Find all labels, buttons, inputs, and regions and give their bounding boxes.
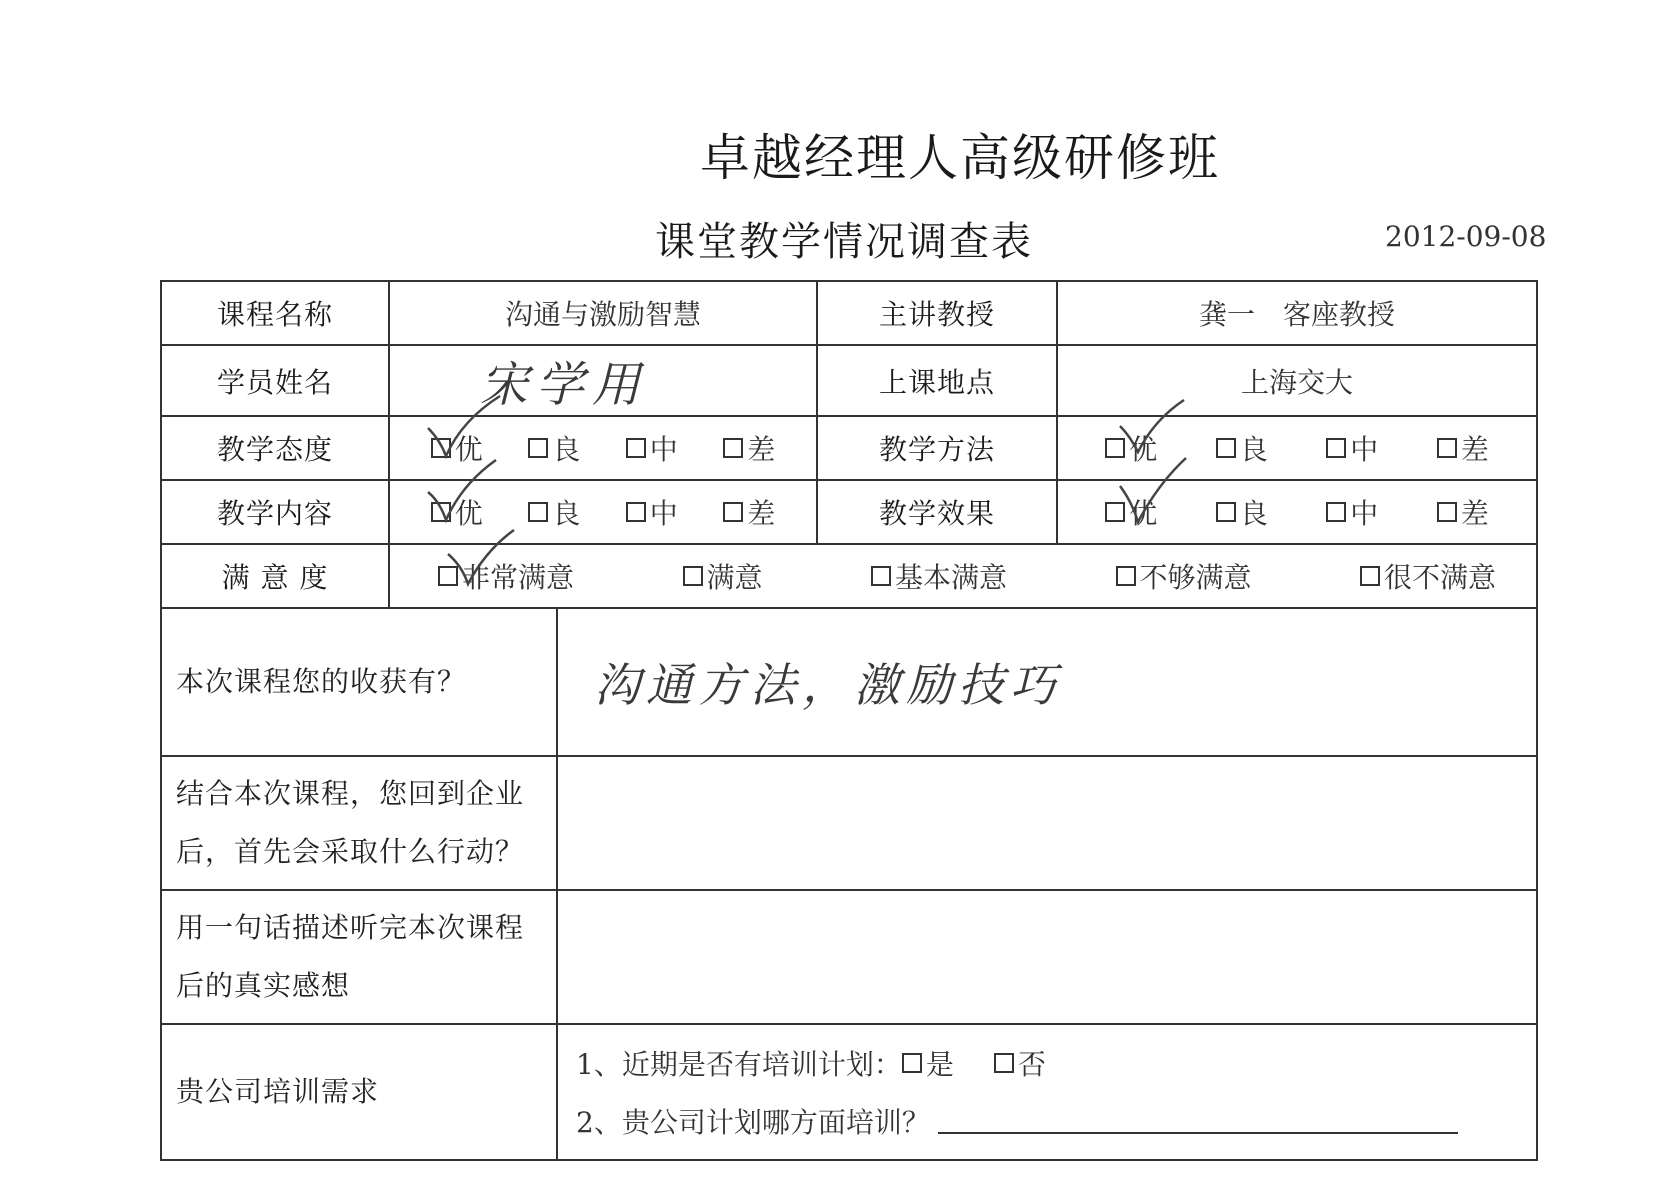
checkbox-icon bbox=[1437, 438, 1457, 458]
checkbox-icon bbox=[871, 566, 891, 586]
checkbox-icon bbox=[528, 502, 548, 522]
checkbox-icon bbox=[1116, 566, 1136, 586]
training-q2: 2、贵公司计划哪方面培训？ bbox=[576, 1092, 1518, 1150]
row-feeling bbox=[161, 890, 1537, 1024]
method-label: 教学方法 bbox=[817, 416, 1057, 480]
action-question: 结合本次课程，您回到企业后，首先会采取什么行动？ bbox=[161, 756, 557, 890]
checkbox-icon bbox=[438, 566, 458, 586]
checkbox-icon bbox=[902, 1053, 922, 1073]
content-option-good[interactable]: 良 bbox=[528, 492, 580, 532]
content-options bbox=[389, 480, 817, 544]
method-option-average[interactable]: 中 bbox=[1326, 428, 1378, 468]
row-gain bbox=[161, 608, 1537, 756]
feeling-question: 用一句话描述听完本次课程后的真实感想 bbox=[161, 890, 557, 1024]
effect-label: 教学效果 bbox=[817, 480, 1057, 544]
action-answer-field[interactable] bbox=[557, 756, 1537, 890]
row-course bbox=[161, 281, 1537, 345]
checkbox-icon bbox=[626, 502, 646, 522]
effect-option-good[interactable]: 良 bbox=[1216, 492, 1268, 532]
lecturer-value: 龚一 客座教授 bbox=[1057, 281, 1537, 345]
gain-answer-field[interactable]: 沟通方法，激励技巧 bbox=[557, 608, 1537, 756]
training-q1: 1、近期是否有培训计划： 是 否 bbox=[576, 1034, 1518, 1092]
row-content-effect bbox=[161, 480, 1537, 544]
training-plan-field[interactable] bbox=[938, 1108, 1458, 1134]
satisfaction-option-very-unsatisfied[interactable]: 很不满意 bbox=[1360, 556, 1496, 596]
method-option-excellent[interactable]: 优 bbox=[1105, 428, 1157, 468]
row-training bbox=[161, 1024, 1537, 1160]
checkbox-icon bbox=[1216, 502, 1236, 522]
checkbox-icon bbox=[528, 438, 548, 458]
effect-option-excellent[interactable]: 优 bbox=[1105, 492, 1157, 532]
attitude-label: 教学态度 bbox=[161, 416, 389, 480]
satisfaction-option-not-satisfied[interactable]: 不够满意 bbox=[1116, 556, 1252, 596]
attitude-option-average[interactable]: 中 bbox=[626, 428, 678, 468]
checkbox-icon bbox=[1105, 502, 1125, 522]
student-name-field[interactable]: 宋学用 bbox=[389, 345, 817, 416]
checkbox-icon bbox=[626, 438, 646, 458]
checkbox-icon bbox=[1105, 438, 1125, 458]
row-satisfaction bbox=[161, 544, 1537, 608]
content-label: 教学内容 bbox=[161, 480, 389, 544]
training-no-option[interactable]: 否 bbox=[994, 1043, 1046, 1083]
satisfaction-option-very-satisfied[interactable]: 非常满意 bbox=[438, 556, 574, 596]
method-option-poor[interactable]: 差 bbox=[1437, 428, 1489, 468]
checkbox-icon bbox=[1326, 438, 1346, 458]
row-student bbox=[161, 345, 1537, 416]
location-label: 上课地点 bbox=[817, 345, 1057, 416]
checkbox-icon bbox=[431, 438, 451, 458]
satisfaction-label: 满 意 度 bbox=[161, 544, 389, 608]
checkbox-icon bbox=[1326, 502, 1346, 522]
satisfaction-options bbox=[389, 544, 1537, 608]
training-questions bbox=[557, 1024, 1537, 1160]
method-option-good[interactable]: 良 bbox=[1216, 428, 1268, 468]
checkbox-icon bbox=[683, 566, 703, 586]
survey-table bbox=[160, 280, 1538, 1161]
form-subtitle: 课堂教学情况调查表 bbox=[655, 219, 1033, 265]
method-options bbox=[1057, 416, 1537, 480]
form-title: 卓越经理人高级研修班 bbox=[700, 129, 1220, 187]
content-option-excellent[interactable]: 优 bbox=[431, 492, 483, 532]
effect-option-poor[interactable]: 差 bbox=[1437, 492, 1489, 532]
checkbox-icon bbox=[431, 502, 451, 522]
training-label: 贵公司培训需求 bbox=[161, 1024, 557, 1160]
attitude-option-poor[interactable]: 差 bbox=[723, 428, 775, 468]
checkbox-icon bbox=[723, 438, 743, 458]
checkbox-icon bbox=[994, 1053, 1014, 1073]
attitude-options bbox=[389, 416, 817, 480]
attitude-option-good[interactable]: 良 bbox=[528, 428, 580, 468]
row-attitude-method bbox=[161, 416, 1537, 480]
checkbox-icon bbox=[1216, 438, 1236, 458]
location-value: 上海交大 bbox=[1057, 345, 1537, 416]
effect-option-average[interactable]: 中 bbox=[1326, 492, 1378, 532]
attitude-option-excellent[interactable]: 优 bbox=[431, 428, 483, 468]
form-date: 2012-09-08 bbox=[1385, 220, 1547, 253]
lecturer-label: 主讲教授 bbox=[817, 281, 1057, 345]
checkbox-icon bbox=[1360, 566, 1380, 586]
satisfaction-option-satisfied[interactable]: 满意 bbox=[683, 556, 763, 596]
row-action bbox=[161, 756, 1537, 890]
satisfaction-option-basically-satisfied[interactable]: 基本满意 bbox=[871, 556, 1007, 596]
gain-question: 本次课程您的收获有？ bbox=[161, 608, 557, 756]
effect-options bbox=[1057, 480, 1537, 544]
content-option-average[interactable]: 中 bbox=[626, 492, 678, 532]
course-name-label: 课程名称 bbox=[161, 281, 389, 345]
training-yes-option[interactable]: 是 bbox=[902, 1043, 954, 1083]
checkbox-icon bbox=[723, 502, 743, 522]
course-name-value: 沟通与激励智慧 bbox=[389, 281, 817, 345]
content-option-poor[interactable]: 差 bbox=[723, 492, 775, 532]
student-name-label: 学员姓名 bbox=[161, 345, 389, 416]
feeling-answer-field[interactable] bbox=[557, 890, 1537, 1024]
checkbox-icon bbox=[1437, 502, 1457, 522]
